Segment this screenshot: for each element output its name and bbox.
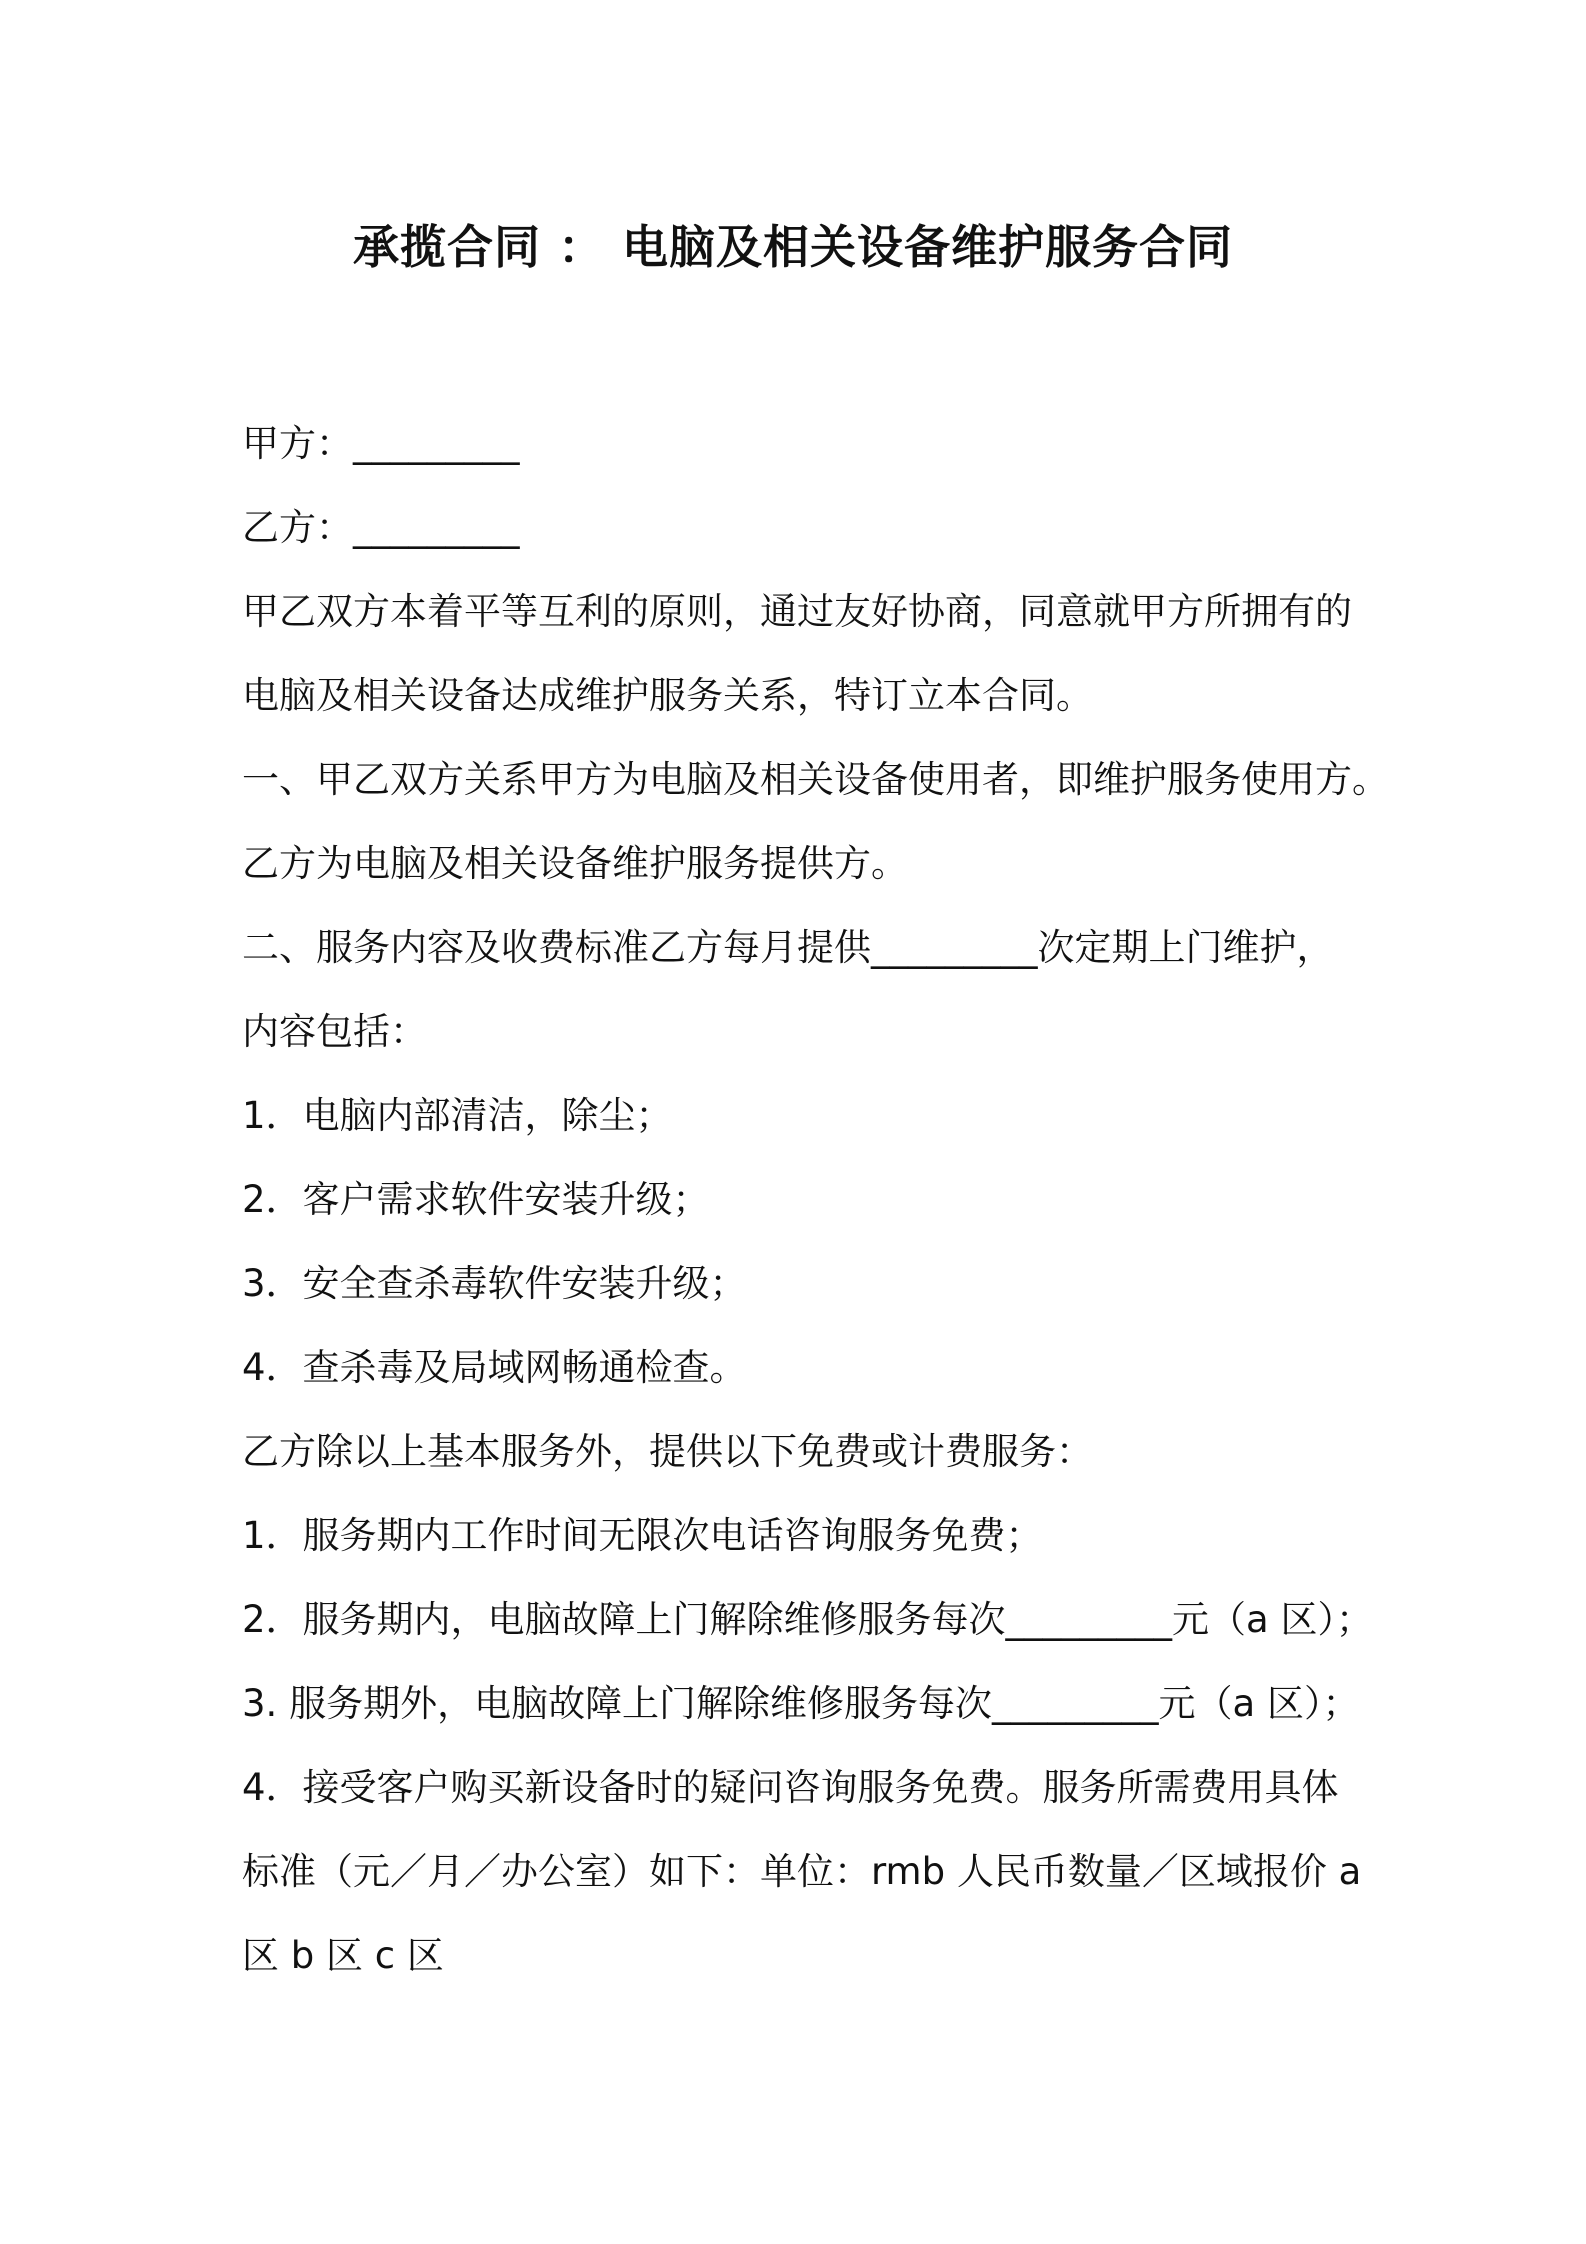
section-1-line-2: 乙方为电脑及相关设备维护服务提供方。 [242, 842, 908, 885]
extra-service-item-4-line-3: 区 b 区 c 区 [242, 1934, 444, 1977]
extra-services-heading: 乙方除以上基本服务外，提供以下免费或计费服务： [242, 1430, 1093, 1473]
document-title: 承揽合同 ： 电脑及相关设备维护服务合同 [352, 220, 1234, 274]
extra-service-item-1: 1．服务期内工作时间无限次电话咨询服务免费； [242, 1514, 1043, 1557]
service-item-2: 2．客户需求软件安装升级； [242, 1178, 710, 1221]
section-2-line-1: 二、服务内容及收费标准乙方每月提供_________次定期上门维护， [242, 926, 1334, 969]
service-item-1: 1．电脑内部清洁，除尘； [242, 1094, 673, 1137]
section-2-line-2: 内容包括： [242, 1010, 427, 1053]
party-b-line: 乙方：_________ [242, 506, 520, 549]
preamble-line-1: 甲乙双方本着平等互利的原则，通过友好协商，同意就甲方所拥有的 [242, 590, 1352, 633]
document-body [242, 402, 1389, 1998]
section-1-line-1: 一、甲乙双方关系甲方为电脑及相关设备使用者，即维护服务使用方。 [242, 758, 1389, 801]
party-a-line: 甲方：_________ [242, 422, 520, 465]
preamble-line-2: 电脑及相关设备达成维护服务关系，特订立本合同。 [242, 674, 1093, 717]
extra-service-item-2: 2．服务期内，电脑故障上门解除维修服务每次_________元（a 区）； [242, 1598, 1373, 1641]
service-item-3: 3．安全查杀毒软件安装升级； [242, 1262, 747, 1305]
extra-service-item-4-line-1: 4．接受客户购买新设备时的疑问咨询服务免费。服务所需费用具体 [242, 1766, 1339, 1809]
extra-service-item-3: 3. 服务期外，电脑故障上门解除维修服务每次_________元（a 区）； [242, 1682, 1360, 1725]
extra-service-item-4-line-2: 标准（元／月／办公室）如下：单位：rmb 人民币数量／区域报价 a [242, 1850, 1362, 1893]
service-item-4: 4．查杀毒及局域网畅通检查。 [242, 1346, 747, 1389]
